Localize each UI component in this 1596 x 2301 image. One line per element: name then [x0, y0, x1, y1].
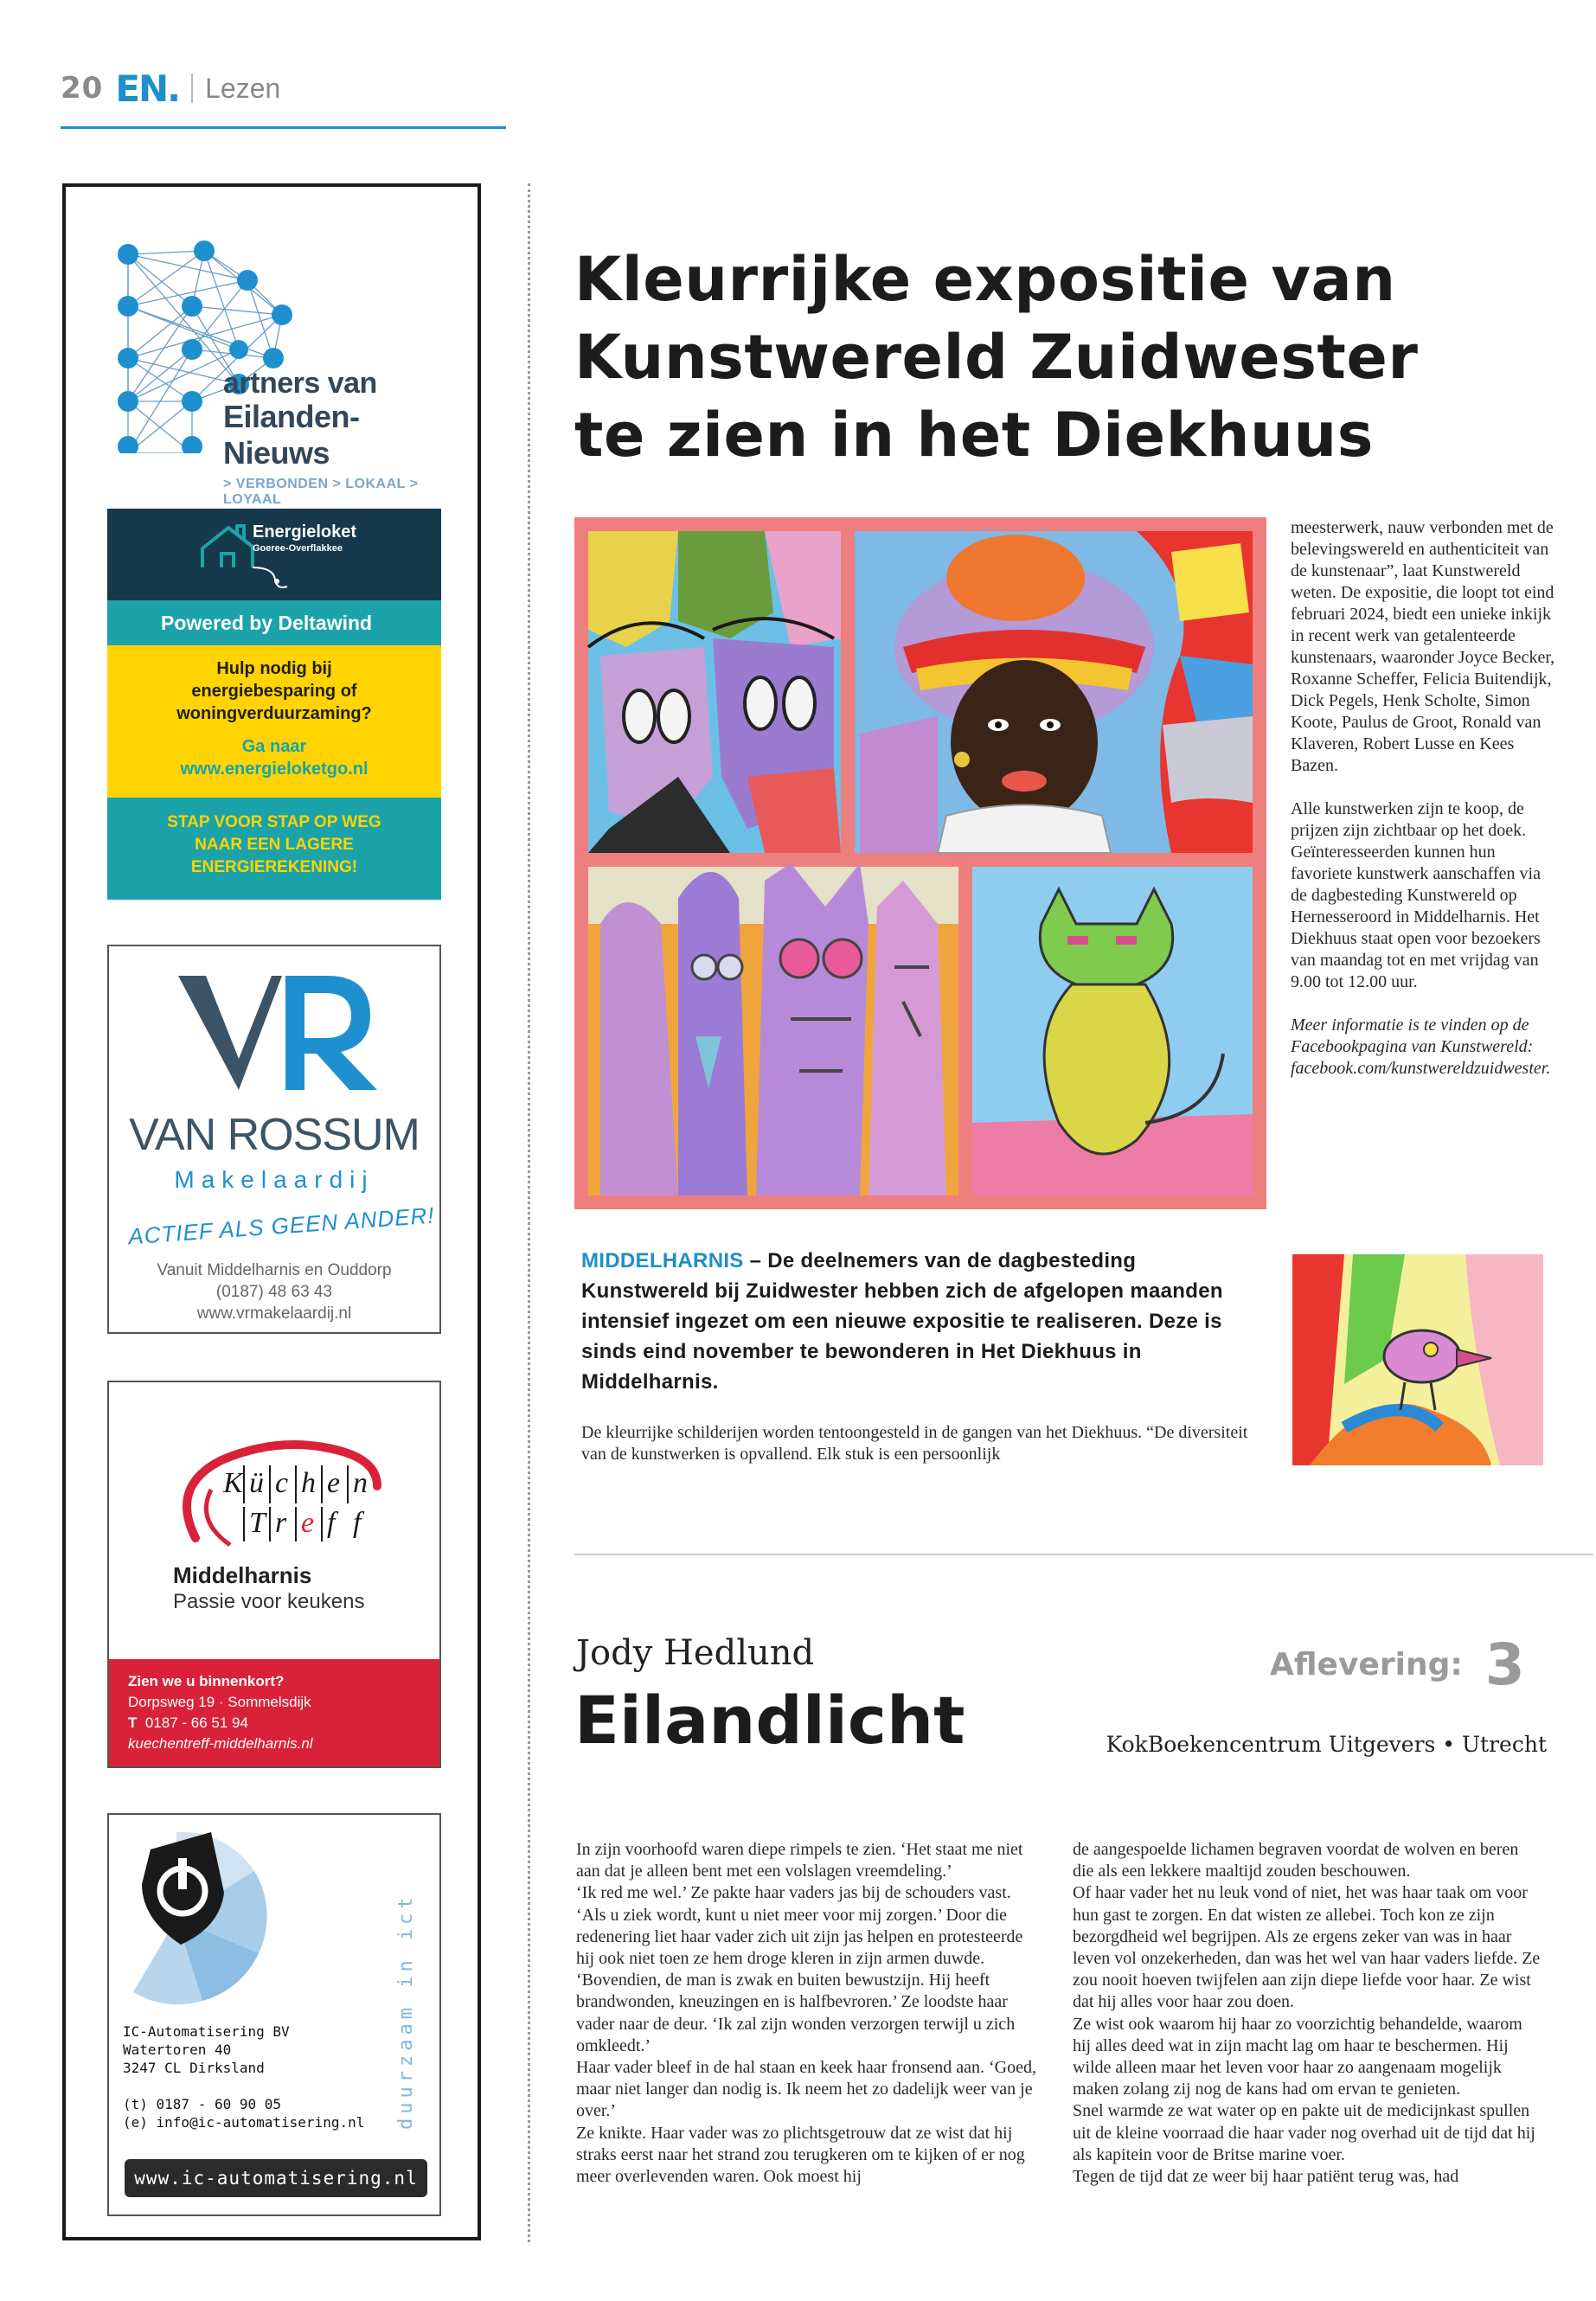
- page-number: 20: [61, 71, 104, 106]
- painting-cat: [972, 867, 1253, 1195]
- vanrossum-subtitle: Makelaardij: [174, 1166, 375, 1193]
- publication-logo: EN.: [115, 67, 180, 110]
- question-line: Hulp nodig bij: [216, 659, 332, 678]
- link-line: Ga naar: [241, 737, 307, 756]
- headline-line: Kleurrijke expositie van: [574, 244, 1396, 315]
- kt-phone[interactable]: 0187 - 66 51 94: [144, 1715, 248, 1731]
- kt-phone-label: T: [128, 1715, 138, 1731]
- kt-website[interactable]: kuechentreff-middelharnis.nl: [128, 1735, 313, 1752]
- painting-portrait: [855, 531, 1253, 853]
- vanrossum-slogan: ACTIEF ALS GEEN ANDER!: [127, 1202, 436, 1250]
- energieloket-header: [107, 509, 441, 600]
- vanrossum-name: VAN ROSSUM: [129, 1110, 420, 1160]
- ic-power-logo: [116, 1823, 289, 2014]
- energieloket-question: [107, 645, 441, 798]
- episode-label: Aflevering:: [1270, 1647, 1463, 1682]
- partners-tagline: > VERBONDEN > LOKAAL > LOYAAL: [223, 477, 419, 507]
- partners-text: [223, 367, 455, 508]
- bird-painting-photo: [1292, 1254, 1543, 1465]
- vr-monogram-logo: [109, 955, 441, 1111]
- link-line: www.energieloketgo.nl: [180, 760, 369, 779]
- article-body: De kleurrijke schilderijen worden tentoongesteld in de gangen van het Diekhuus. “De diversiteit van de kunstwerken is opvallend. Elk stuk is een persoonlijk: [581, 1423, 1248, 1464]
- kt-letter: r: [275, 1507, 287, 1539]
- vanrossum-ad[interactable]: [107, 945, 441, 1334]
- powered-by-label: Powered by Deltawind: [107, 600, 441, 645]
- kt-letter: T: [249, 1507, 266, 1539]
- ic-address: [123, 2022, 364, 2131]
- kt-letter: e: [327, 1467, 341, 1499]
- ic-address-line: Watertoren 40: [123, 2041, 232, 2058]
- article-lead: [581, 1246, 1265, 1397]
- vanrossum-contact: [109, 1259, 439, 1324]
- header-separator: [191, 74, 193, 103]
- energieloket-subtitle: Goeree-Overflakkee: [253, 543, 343, 554]
- kt-letter: h: [301, 1467, 316, 1499]
- article-dateline: MIDDELHARNIS: [581, 1249, 744, 1272]
- episode-indicator: [1270, 1631, 1525, 1698]
- lead-text: – De deelnemers van de dagbesteding Kunstwereld bij Zuidwester hebben zich de afgelopen maanden intensief ingezet om een nieuwe expositie te realiseren. Deze is sinds eind november te bewonderen in Het Diekhuus in Middelharnis.: [581, 1249, 1223, 1394]
- slogan-line: ENERGIEREKENING!: [190, 858, 358, 876]
- article-paragraph: meesterwerk, nauw verbonden met de belevingswereld en authenticiteit van de kunstenaar”, laat Kunstwereld weten. De expositie, die loopt tot eind februari 2024, biedt een unieke inkijk in recent werk van getalenteerde kunstenaars, waaronder Joyce Becker, Roxanne Scheffer, Felicia Buitendijk, Dick Pegels, Henk Scholte, Simon Koote, Paulus de Groot, Ronald van Klaveren, Robert Lusse en Kees Bazen.: [1291, 518, 1555, 775]
- article-paragraph: Alle kunstwerken zijn te koop, de prijzen zijn zichtbaar op het doek. Geïnteresseerden kunnen hun favoriete kunstwerk aanschaffen via de dagbesteding Kunstwereld op Hernesseroord in Middelharnis. Het Diekhuus staat open voor bezoekers van maandag tot en met vrijdag van 9.00 tot 12.00 uur.: [1291, 799, 1541, 991]
- episode-number: 3: [1484, 1631, 1525, 1698]
- kuchentreff-ad[interactable]: [107, 1381, 441, 1768]
- energieloket-title: Energieloket: [253, 522, 357, 542]
- kt-letter: f: [353, 1507, 362, 1539]
- question-line: energiebesparing of: [191, 682, 357, 701]
- article-sidebar-column: [1291, 517, 1559, 1101]
- serial-text-column-2: de aangespoelde lichamen begraven voordat de wolven en beren die als een lekkere maaltijd zouden beschouwen. Of haar vader het nu leuk vond of niet, het was haar taak om voor hun gast te zorgen. En dat wisten ze allebei. Toch kon ze zijn bezorgdheid wel begrijpen. Als ze ergens zeker van was in haar leven vol onzekerheden, dan was het wel van haar vaders liefde. Ze zou nooit hoeven twijfelen aan zijn diepe liefde voor haar. Ze wist dat hij alles voor haar zou doen. Ze wist ook waarom hij haar zo voorzichtig behandelde, waarom hij alles deed wat in zijn macht lag om haar te beschermen. Hij wilde alleen maar het leven voor haar zo aangenaam mogelijk maken zolang zij nog de kans had om ervan te genieten. Snel warmde ze wat water op en pakte uit de medicijnkast spullen uit de kleine voorraad die haar vader nog overhad uit de tijd dat hij als kapitein voor de Britse marine voer. Tegen de tijd dat ze weer bij haar patiënt terug was, had: [1073, 1840, 1541, 2187]
- partners-line2: Eilanden-Nieuws: [223, 399, 360, 471]
- serial-text-column-1: In zijn voorhoofd waren diepe rimpels te zien. ‘Het staat me niet aan dat je alleen bent met een volslagen vreemdeling.’ ‘Ik red me wel.’ Ze pakte haar vaders jas bij de schouders vast. ‘Als u ziek wordt, kunt u niet meer voor mij zorgen.’ Door die redenering liet haar vader zich uit zijn jas helpen en protesteerde hij ook niet toen ze hem droge kleren in zijn armen duwde. ‘Bovendien, de man is zwak en buiten bewustzijn. Hij heeft brandwonden, kneuzingen en is halfbevroren.’ Ze loodste haar vader naar de deur. ‘Ik zal zijn wonden verzorgen terwijl u zich omkleedt.’ Haar vader bleef in de hal staan en keek haar fronsend aan. ‘Goed, maar niet langer dan nodig is. Ik neem het zo dadelijk weer van je over.’ Ze knikte. Haar vader was zo plichtsgetrouw dat ze wist dat hij straks eerst naar het strand zou terugkeren om te kijken of er nog meer overlevenden waren. Ook moest hij: [576, 1840, 1036, 2187]
- ic-vertical-text: duurzaam in ict: [395, 1893, 417, 2130]
- energieloket-link[interactable]: [107, 735, 441, 780]
- kt-letter: c: [275, 1467, 289, 1499]
- kt-letter: ü: [249, 1467, 264, 1499]
- ic-automatisering-ad[interactable]: [107, 1813, 441, 2216]
- article-headline: [574, 240, 1561, 474]
- section-label: Lezen: [205, 72, 281, 104]
- painting-cows: [588, 531, 841, 853]
- kuchentreff-city: Middelharnis: [173, 1562, 312, 1588]
- slogan-line: STAP VOOR STAP OP WEG: [167, 813, 381, 831]
- ad-sidebar: [62, 183, 481, 2240]
- headline-line: Kunstwereld Zuidwester: [574, 322, 1419, 393]
- serial-title: Eilandlicht: [574, 1682, 965, 1759]
- kt-phone-row: [128, 1713, 420, 1734]
- kt-letter: K: [223, 1467, 243, 1499]
- serial-publisher: KokBoekencentrum Uitgevers • Utrecht: [1106, 1732, 1547, 1757]
- partners-line1: artners van: [223, 367, 377, 400]
- energieloket-slogan: [107, 798, 441, 900]
- kt-cta: Zien we u binnenkort?: [128, 1673, 285, 1689]
- header-rule: [61, 126, 506, 129]
- kt-letter: e: [301, 1507, 315, 1539]
- kuchentreff-logo: [161, 1434, 394, 1564]
- ic-contact-line: (t) 0187 - 60 90 05: [123, 2096, 282, 2112]
- ic-address-line: 3247 CL Dirksland: [123, 2060, 265, 2076]
- kt-address: Dorpsweg 19 · Sommelsdijk: [128, 1694, 311, 1710]
- kuchentreff-slogan: Passie voor keukens: [173, 1590, 365, 1613]
- headline-line: te zien in het Diekhuus: [574, 400, 1374, 471]
- kuchentreff-contact: [109, 1659, 439, 1768]
- ic-url-button[interactable]: www.ic-automatisering.nl: [125, 2159, 427, 2197]
- section-divider: [574, 1554, 1593, 1555]
- ic-contact-line[interactable]: (e) info@ic-automatisering.nl: [123, 2114, 365, 2131]
- page-header: [61, 62, 506, 114]
- painting-figures: [588, 863, 958, 1195]
- contact-line: Vanuit Middelharnis en Ouddorp: [157, 1261, 392, 1279]
- contact-line: (0187) 48 63 43: [215, 1283, 333, 1301]
- partners-logo[interactable]: [109, 220, 455, 507]
- column-divider: [528, 183, 530, 2242]
- energieloket-ad[interactable]: [107, 509, 441, 900]
- ic-address-line: IC-Automatisering BV: [123, 2023, 290, 2040]
- kt-letter: f: [327, 1507, 336, 1539]
- contact-line[interactable]: www.vrmakelaardij.nl: [196, 1304, 352, 1323]
- kt-letter: n: [353, 1467, 368, 1499]
- article-more-info: Meer informatie is te vinden op de Facebookpagina van Kunstwereld: facebook.com/kunstwereldzuidwester.: [1291, 1016, 1551, 1078]
- serial-author: Jody Hedlund: [576, 1633, 815, 1673]
- painting-collage-photo: [574, 517, 1266, 1209]
- slogan-line: NAAR EEN LAGERE: [195, 836, 354, 854]
- ic-vertical-slogan: [389, 1827, 424, 2138]
- question-line: woningverduurzaming?: [176, 704, 372, 723]
